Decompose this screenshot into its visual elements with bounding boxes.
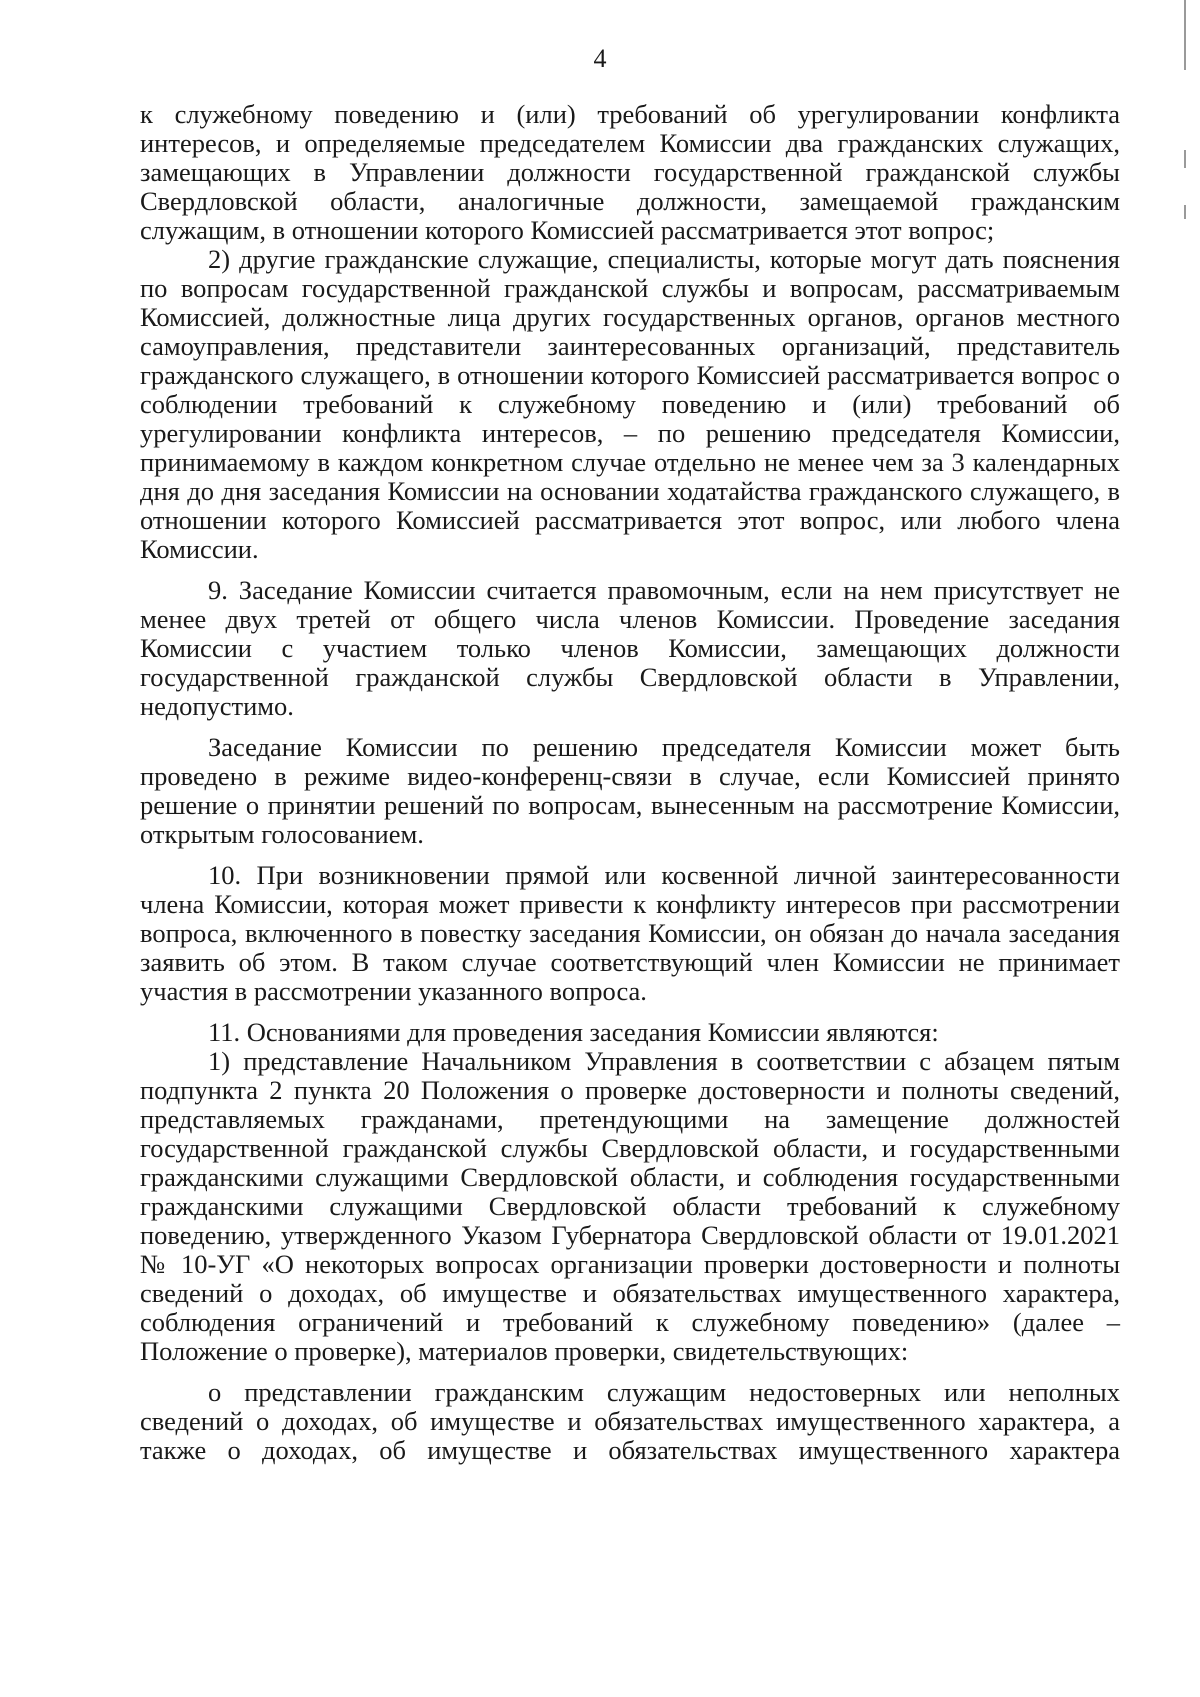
document-body [140,100,1120,1465]
paragraph-11-item-1: 1) представление Начальником Управления в соответствии с абзацем пятым подпункта 2 пункта 20 Положения о проверке достоверности и полноты сведений, представляемых гражданами, претендующими на замещение должностей государственной гражданской службы Свердловской области, и государственными гражданскими служащими Свердловской области, и соблюдения государственными гражданскими служащими Свердловской области требований к служебному поведению, утвержденного Указом Губернатора Свердловской области от 19.01.2021 № 10-УГ «О некоторых вопросах организации проверки достоверности и полноты сведений о доходах, об имуществе и обязательствах имущественного характера, соблюдения ограничений и требований к служебному поведению» (далее – Положение о проверке), материалов проверки, свидетельствующих: [140,1046,1120,1366]
paragraph-9-videoconference: Заседание Комиссии по решению председателя Комиссии может быть проведено в режиме видео-конференц-связи в случае, если Комиссией принято решение о принятии решений по вопросам, вынесенным на рассмотрение Комиссии, открытым голосованием. [140,732,1120,849]
paragraph-11-subitem: о представлении гражданским служащим недостоверных или неполных сведений о доходах, об имуществе и обязательствах имущественного характера, а также о доходах, об имуществе и обязательствах имущественного характера [140,1377,1120,1465]
scan-edge-mark [1184,0,1186,70]
scan-edge-mark [1184,205,1186,219]
paragraph-9: 9. Заседание Комиссии считается правомочным, если на нем присутствует не менее двух третей от общего числа членов Комиссии. Проведение заседания Комиссии с участием только членов Комиссии, замещающих должности государственной гражданской службы Свердловской области в Управлении, недопустимо. [140,575,1120,721]
scan-edge-mark [1184,150,1186,168]
paragraph-item-2: 2) другие гражданские служащие, специалисты, которые могут дать пояснения по вопросам государственной гражданской службы и вопросам, рассматриваемым Комиссией, должностные лица других государственных органов, органов местного самоуправления, представители заинтересованных организаций, представитель гражданского служащего, в отношении которого Комиссией рассматривается вопрос о соблюдении требований к служебному поведению и (или) требований об урегулировании конфликта интересов, – по решению председателя Комиссии, принимаемому в каждом конкретном случае отдельно не менее чем за 3 календарных дня до дня заседания Комиссии на основании ходатайства гражданского служащего, в отношении которого Комиссией рассматривается этот вопрос, или любого члена Комиссии. [140,244,1120,564]
page-number: 4 [593,44,607,73]
paragraph-11: 11. Основаниями для проведения заседания Комиссии являются: [208,1017,939,1047]
paragraph-continuation: к служебному поведению и (или) требований об урегулировании конфликта интересов, и определяемые председателем Комиссии два гражданских служащих, замещающих в Управлении должности государственной гражданской службы Свердловской области, аналогичные должности, замещаемой гражданским служащим, в отношении которого Комиссией рассматривается этот вопрос; [140,99,1120,245]
paragraph-10: 10. При возникновении прямой или косвенной личной заинтересованности члена Комиссии, которая может привести к конфликту интересов при рассмотрении вопроса, включенного в повестку заседания Комиссии, он обязан до начала заседания заявить об этом. В таком случае соответствующий член Комиссии не принимает участия в рассмотрении указанного вопроса. [140,860,1120,1006]
